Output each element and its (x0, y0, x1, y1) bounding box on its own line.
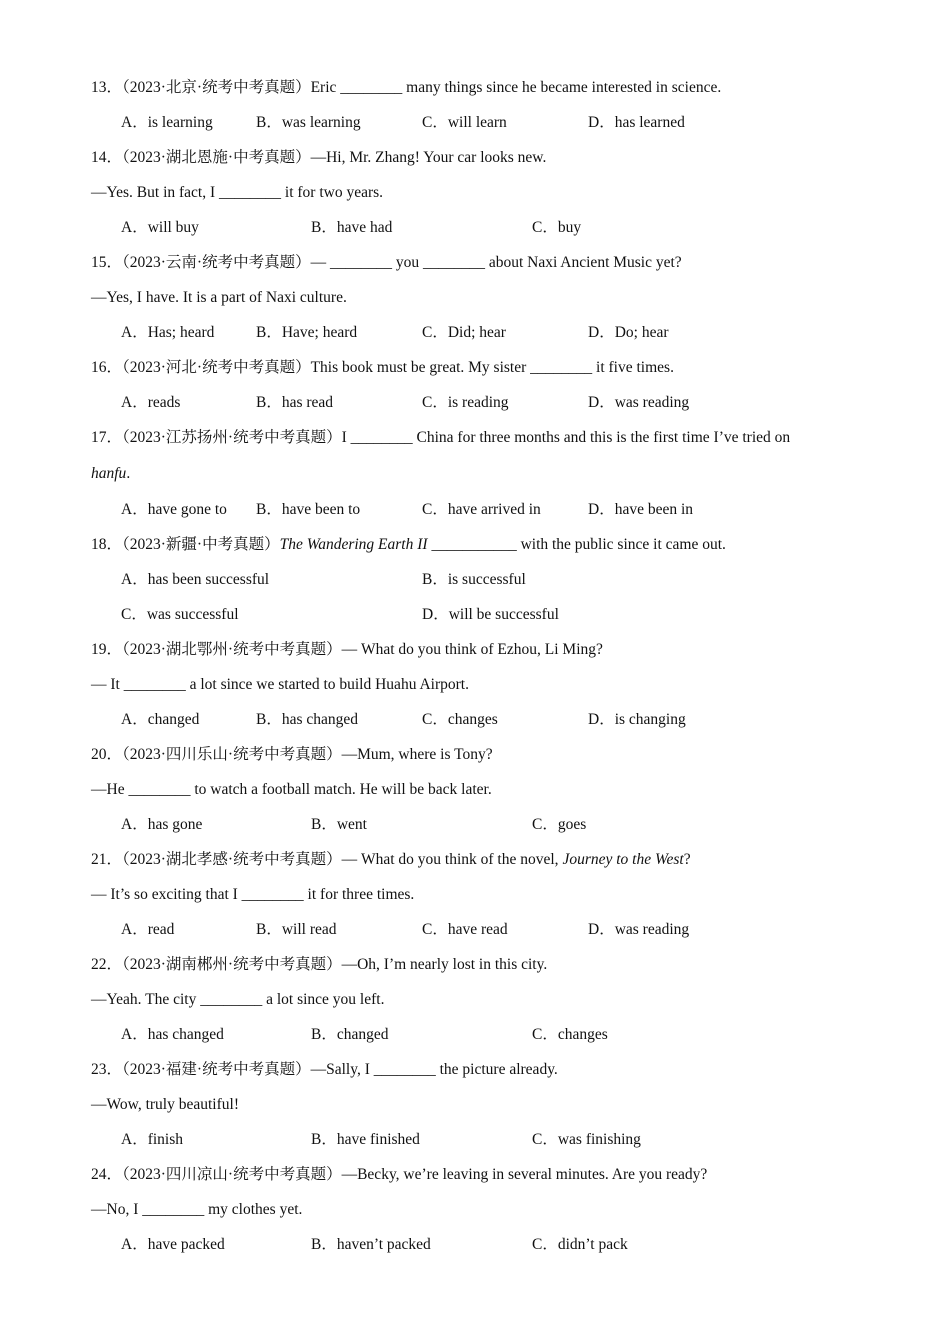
option-a[interactable]: A．read (121, 921, 175, 938)
option-c[interactable]: C．changes (532, 1026, 608, 1043)
option-a[interactable]: A．has been successful (121, 571, 270, 588)
option-c[interactable]: C．changes (422, 711, 498, 728)
question-text: — What do you think of Ezhou, Li Ming? (341, 641, 603, 658)
question-19-stem (91, 632, 871, 667)
option-d[interactable]: D．is changing (588, 711, 686, 728)
option-b[interactable]: B．have had (311, 219, 393, 236)
option-a[interactable]: A．reads (121, 394, 181, 411)
question-text: —Mum, where is Tony? (341, 746, 493, 763)
question-13-options (91, 105, 871, 140)
option-b[interactable]: B．is successful (422, 571, 526, 588)
question-19-options (91, 702, 871, 737)
question-24-stem (91, 1157, 871, 1192)
question-19-line2: — It ________ a lot since we started to build Huahu Airport. (91, 676, 469, 693)
question-21-stem (91, 842, 871, 877)
question-number: 16． (91, 359, 123, 376)
question-number: 22． (91, 956, 123, 973)
option-a[interactable]: A．will buy (121, 219, 199, 236)
option-a[interactable]: A．changed (121, 711, 200, 728)
question-20-options (91, 807, 871, 842)
question-source: （2023·湖北恩施·中考真题） (122, 149, 311, 166)
question-21-line2: — It’s so exciting that I ________ it for three times. (91, 886, 415, 903)
question-source: （2023·云南·统考中考真题） (122, 254, 311, 271)
option-b[interactable]: B．has changed (256, 711, 359, 728)
italic-term: hanfu (91, 465, 127, 482)
question-13-stem (91, 70, 871, 105)
option-b[interactable]: B．have been to (256, 501, 361, 518)
option-d[interactable]: D．was reading (588, 921, 690, 938)
question-number: 13． (91, 79, 123, 96)
document-body (91, 70, 871, 1262)
option-a[interactable]: A．Has; heard (121, 324, 215, 341)
option-c[interactable]: C．have read (422, 921, 508, 938)
option-a[interactable]: A．is learning (121, 114, 213, 131)
option-a[interactable]: A．have gone to (121, 501, 227, 518)
question-17-stem (91, 420, 871, 455)
question-source: （2023·福建·统考中考真题） (122, 1061, 311, 1078)
question-text: . (126, 465, 131, 482)
question-24-line2: —No, I ________ my clothes yet. (91, 1201, 303, 1218)
option-b[interactable]: B．was learning (256, 114, 361, 131)
italic-title: Journey to the West (562, 851, 684, 868)
question-16-options (91, 385, 871, 420)
option-c[interactable]: C．is reading (422, 394, 509, 411)
option-c[interactable]: C．didn’t pack (532, 1236, 628, 1253)
question-text: —Sally, I ________ the picture already. (310, 1061, 558, 1078)
question-14-line2: —Yes. But in fact, I ________ it for two years. (91, 184, 384, 201)
question-15-line2: —Yes, I have. It is a part of Naxi culture. (91, 289, 347, 306)
question-23-options (91, 1122, 871, 1157)
question-source: （2023·河北·统考中考真题） (122, 359, 311, 376)
italic-title: The Wandering Earth II (279, 536, 428, 553)
question-text: This book must be great. My sister ________ it five times. (310, 359, 674, 376)
question-number: 19． (91, 641, 123, 658)
question-21-options (91, 912, 871, 947)
question-source: （2023·湖南郴州·统考中考真题） (122, 956, 342, 973)
option-b[interactable]: B．changed (311, 1026, 389, 1043)
question-source: （2023·四川乐山·统考中考真题） (122, 746, 342, 763)
question-text: — ________ you ________ about Naxi Ancient Music yet? (310, 254, 682, 271)
option-b[interactable]: B．haven’t packed (311, 1236, 431, 1253)
option-c[interactable]: C．will learn (422, 114, 507, 131)
question-text: I ________ China for three months and this is the first time I’ve tried on (341, 429, 791, 446)
question-14-stem (91, 140, 871, 175)
question-22-stem (91, 947, 871, 982)
option-b[interactable]: B．has read (256, 394, 334, 411)
question-text-tail: ? (683, 851, 691, 868)
question-20-stem (91, 737, 871, 772)
option-a[interactable]: A．has gone (121, 816, 203, 833)
option-c[interactable]: C．buy (532, 219, 582, 236)
question-18-stem (91, 527, 871, 562)
question-text: — What do you think of the novel, (341, 851, 563, 868)
option-c[interactable]: C．goes (532, 816, 587, 833)
question-23-stem (91, 1052, 871, 1087)
option-d[interactable]: D．will be successful (422, 606, 559, 623)
question-number: 14． (91, 149, 123, 166)
option-b[interactable]: B．went (311, 816, 367, 833)
question-number: 15． (91, 254, 123, 271)
question-24-options (91, 1227, 871, 1262)
question-15-stem (91, 245, 871, 280)
question-source: （2023·北京·统考中考真题） (122, 79, 311, 96)
option-d[interactable]: D．have been in (588, 501, 694, 518)
question-number: 20． (91, 746, 123, 763)
question-17-options (91, 492, 871, 527)
option-b[interactable]: B．will read (256, 921, 337, 938)
option-c[interactable]: C．was successful (121, 606, 239, 623)
question-20-line2: —He ________ to watch a football match. He will be back later. (91, 781, 492, 798)
question-source: （2023·湖北鄂州·统考中考真题） (122, 641, 342, 658)
question-text: —Hi, Mr. Zhang! Your car looks new. (310, 149, 547, 166)
option-d[interactable]: D．has learned (588, 114, 685, 131)
option-b[interactable]: B．have finished (311, 1131, 420, 1148)
question-number: 17． (91, 429, 123, 446)
question-14-options (91, 210, 871, 245)
question-18-options-row1 (91, 562, 871, 597)
option-c[interactable]: C．have arrived in (422, 501, 541, 518)
question-22-line2: —Yeah. The city ________ a lot since you left. (91, 991, 385, 1008)
option-a[interactable]: A．has changed (121, 1026, 224, 1043)
question-16-stem (91, 350, 871, 385)
option-c[interactable]: C．was finishing (532, 1131, 641, 1148)
question-23-line2: —Wow, truly beautiful! (91, 1096, 239, 1113)
option-a[interactable]: A．finish (121, 1131, 184, 1148)
question-number: 18． (91, 536, 123, 553)
question-text: —Oh, I’m nearly lost in this city. (341, 956, 548, 973)
question-15-options (91, 315, 871, 350)
question-text: ___________ with the public since it came out. (427, 536, 726, 553)
question-22-options (91, 1017, 871, 1052)
option-b[interactable]: B．Have; heard (256, 324, 358, 341)
option-a[interactable]: A．have packed (121, 1236, 225, 1253)
question-text: —Becky, we’re leaving in several minutes. Are you ready? (341, 1166, 708, 1183)
question-source: （2023·四川凉山·统考中考真题） (122, 1166, 342, 1183)
question-18-options-row2 (91, 597, 871, 632)
question-source: （2023·湖北孝感·统考中考真题） (122, 851, 342, 868)
question-text: Eric ________ many things since he became interested in science. (310, 79, 722, 96)
question-17-line2 (91, 455, 871, 492)
option-d[interactable]: D．was reading (588, 394, 690, 411)
question-number: 23． (91, 1061, 123, 1078)
option-d[interactable]: D．Do; hear (588, 324, 669, 341)
question-source: （2023·新疆·中考真题） (122, 536, 280, 553)
question-number: 24． (91, 1166, 123, 1183)
option-c[interactable]: C．Did; hear (422, 324, 506, 341)
question-number: 21． (91, 851, 123, 868)
question-source: （2023·江苏扬州·统考中考真题） (122, 429, 342, 446)
